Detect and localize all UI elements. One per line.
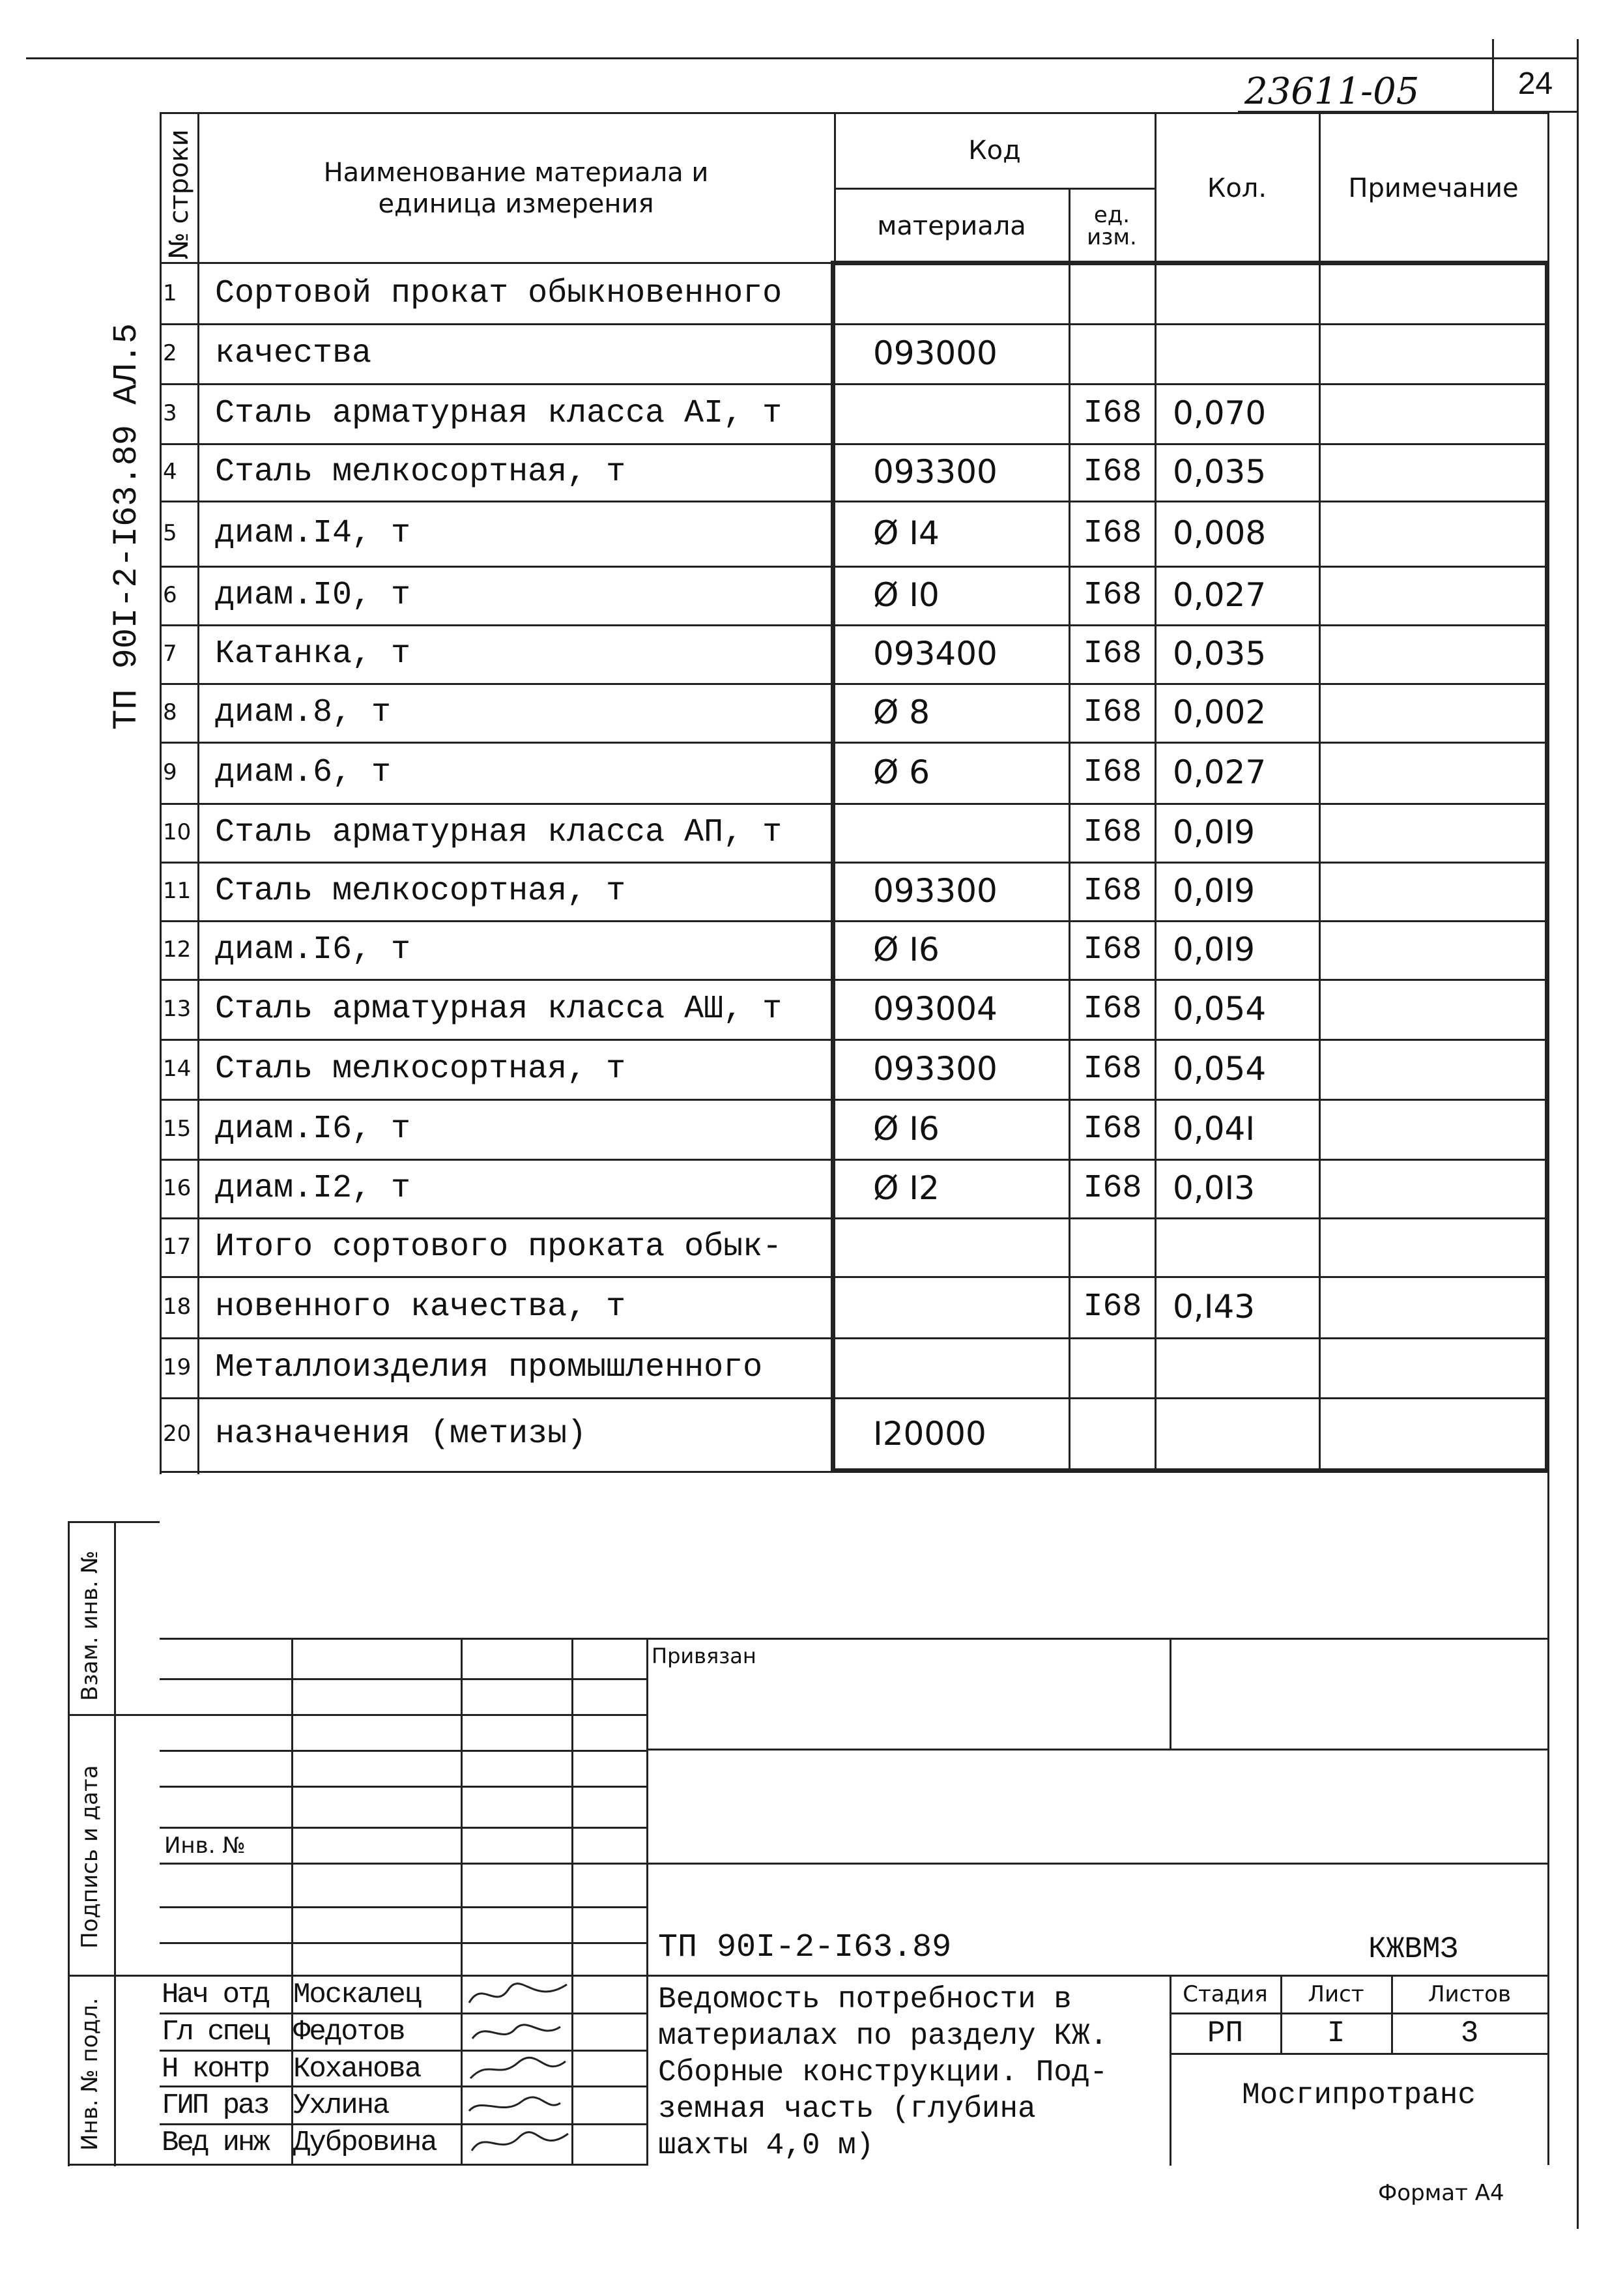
signature-scribble [463, 2051, 573, 2087]
row-material-code [873, 383, 1065, 443]
row-unit-code: I68 [1083, 394, 1142, 432]
stage-value: РП [1207, 2016, 1244, 2050]
signature-scribble [463, 1977, 573, 2013]
header-row-number: № строки [164, 129, 194, 259]
row-material-name: Сталь арматурная класса АШ, т [215, 990, 783, 1028]
row-unit-code [1072, 1397, 1153, 1470]
row-unit-code: I68 [1083, 453, 1142, 491]
header-note: Примечание [1348, 173, 1519, 203]
row-note [1323, 862, 1544, 920]
row-unit-code: I68 [1083, 931, 1142, 968]
row-unit-code: I68 [1083, 1110, 1142, 1148]
section-code: КЖВМЗ [1368, 1932, 1459, 1966]
row-quantity: 0,002 [1173, 693, 1267, 731]
header-code-unit-text: ед. изм. [1087, 202, 1137, 250]
signer-role: Нач отд [162, 1979, 268, 2011]
row-material-code: Ø 8 [873, 693, 930, 731]
row-number: 11 [163, 878, 192, 904]
table-left-border [160, 112, 162, 1474]
row-note [1323, 1099, 1544, 1159]
row-unit-code: I68 [1083, 635, 1142, 673]
row-number: 20 [163, 1421, 192, 1447]
row-note [1323, 683, 1544, 742]
row-material-code: 093300 [873, 1050, 998, 1088]
tb-line-e [160, 1827, 646, 1829]
signer-name: Коханова [293, 2053, 421, 2085]
row-unit-code: I68 [1083, 990, 1142, 1028]
stage-label: Стадия [1183, 1981, 1268, 2007]
row-material-code: 093300 [873, 453, 998, 491]
row-material-name: Катанка, т [215, 635, 411, 673]
row-material-name: Сортовой прокат обыкновенного [215, 274, 783, 312]
row-note [1323, 1276, 1544, 1337]
row-unit-code [1072, 323, 1153, 383]
format-label: Формат А4 [1378, 2180, 1504, 2206]
row-unit-code: I68 [1083, 576, 1142, 614]
row-quantity: 0,035 [1173, 635, 1267, 673]
row-note [1323, 383, 1544, 443]
drawing-title-line-1: Ведомость потребности в [658, 1983, 1072, 2016]
row-unit-code: I68 [1083, 753, 1142, 791]
tb-line-c [160, 1750, 646, 1752]
row-number: 6 [163, 582, 177, 608]
document-number: 23611-05 [1244, 70, 1420, 113]
project-code: ТП 90I-2-I63.89 [658, 1929, 952, 1966]
row-material-name: Металлоизделия промышленного [215, 1348, 763, 1386]
row-number: 18 [163, 1294, 192, 1320]
right-frame-line [1577, 39, 1579, 2229]
row-material-code [873, 1217, 1065, 1276]
row-material-name: диам.I0, т [215, 576, 411, 614]
tb-line-d [160, 1786, 646, 1788]
row-number: 10 [163, 819, 192, 845]
signer-name: Дубровина [293, 2127, 437, 2159]
row-quantity: 0,027 [1173, 753, 1267, 791]
row-quantity: 0,0I9 [1173, 872, 1256, 910]
row-material-code: Ø I6 [873, 1110, 940, 1148]
row-material-name: качества [215, 334, 372, 372]
signature-scribble [463, 2087, 573, 2124]
row-material-code [873, 263, 1065, 323]
row-note [1323, 1217, 1544, 1276]
row-unit-code: I68 [1083, 693, 1142, 731]
tb-line-b [160, 1714, 646, 1716]
signature-scribble [463, 2125, 573, 2161]
margin-bottom-line [68, 2164, 646, 2166]
drawing-title [658, 1981, 1108, 2164]
row-material-name: диам.6, т [215, 753, 392, 791]
tb-stage-bottom [1170, 2053, 1547, 2055]
row-note [1323, 443, 1544, 501]
body-code-thick [831, 261, 835, 1473]
organization-name: Мосгипротранс [1242, 2078, 1476, 2112]
signer-name: Федотов [293, 2016, 405, 2048]
drawing-title-line-2: материалах по разделу КЖ. [658, 2019, 1108, 2053]
signer-name: Москалец [293, 1979, 421, 2011]
drawing-title-line-4: земная часть (глубина [658, 2092, 1036, 2126]
drawing-title-line-3: Сборные конструкции. Под- [658, 2056, 1108, 2089]
row-quantity: 0,027 [1173, 576, 1267, 614]
tb-col4 [646, 1638, 648, 2166]
tb-privyazan-right [1170, 1638, 1171, 1749]
signer-name: Ухлина [293, 2089, 389, 2122]
row-quantity: 0,035 [1173, 453, 1267, 491]
row-quantity: 0,054 [1173, 1050, 1267, 1088]
row-quantity: 0,054 [1173, 990, 1267, 1028]
row-quantity [1173, 1397, 1316, 1470]
header-material-name-text: Наименование материала и единица измерения [323, 158, 709, 219]
row-number: 19 [163, 1354, 192, 1380]
margin-inv-podl: Инв. № подл. [77, 1998, 103, 2151]
row-quantity [1173, 323, 1316, 383]
row-number: 13 [163, 996, 192, 1022]
signer-role: ГИП раз [162, 2089, 268, 2122]
header-code: Код [968, 136, 1021, 166]
row-number: 12 [163, 937, 192, 963]
margin-vzam-inv: Взам. инв. № [77, 1550, 103, 1701]
row-material-name: Сталь арматурная класса АI, т [215, 394, 783, 432]
row-note [1323, 1039, 1544, 1099]
row-material-name: назначения (метизы) [215, 1415, 587, 1453]
tb-line-privyazan-bottom [646, 1749, 1547, 1751]
row-material-code: 093300 [873, 872, 998, 910]
sheet-value: I [1327, 2016, 1345, 2050]
signer-role: Н контр [162, 2053, 268, 2085]
inv-no-label: Инв. № [164, 1833, 246, 1859]
body-right-thick [1545, 261, 1549, 1473]
row-unit-code: I68 [1083, 514, 1142, 552]
header-quantity: Кол. [1207, 173, 1267, 203]
row-material-code [873, 1276, 1065, 1337]
sheets-value: 3 [1460, 2016, 1479, 2050]
margin-left-line [68, 1521, 70, 2166]
row-material-code: Ø I0 [873, 576, 940, 614]
row-number: 8 [163, 699, 177, 725]
row-unit-code: I68 [1083, 1050, 1142, 1088]
row-number: 16 [163, 1175, 192, 1201]
row-note [1323, 979, 1544, 1039]
row-material-name: Сталь мелкосортная, т [215, 872, 626, 910]
tb-line-g [160, 1942, 646, 1944]
row-quantity: 0,008 [1173, 514, 1267, 552]
row-number: 5 [163, 520, 177, 546]
row-unit-code: I68 [1083, 872, 1142, 910]
row-unit-code: I68 [1083, 813, 1142, 851]
row-material-name: диам.I6, т [215, 931, 411, 968]
sheet-label: Лист [1308, 1981, 1364, 2007]
body-bottom-line [160, 1471, 834, 1473]
sheet-number: 24 [1517, 66, 1553, 101]
tb-line-proj [160, 1863, 1547, 1865]
row-material-code [873, 803, 1065, 862]
row-quantity: 0,0I9 [1173, 813, 1256, 851]
row-note [1323, 803, 1544, 862]
row-note [1323, 501, 1544, 566]
row-number: 15 [163, 1116, 192, 1142]
drawing-title-line-5: шахты 4,0 м) [658, 2129, 874, 2162]
row-material-name: Сталь мелкосортная, т [215, 1050, 626, 1088]
privyazan-label: Привязан [652, 1644, 756, 1668]
row-note [1323, 624, 1544, 683]
row-quantity [1173, 1337, 1316, 1397]
row-material-name: диам.I2, т [215, 1169, 411, 1207]
row-material-name: диам.I4, т [215, 514, 411, 552]
row-quantity [1173, 1217, 1316, 1276]
margin-podpis-data: Подпись и дата [77, 1765, 103, 1949]
top-frame-line [26, 57, 1577, 59]
row-note [1323, 263, 1544, 323]
row-note [1323, 323, 1544, 383]
row-quantity [1173, 263, 1316, 323]
tb-line-a [160, 1678, 646, 1680]
row-material-code [873, 1337, 1065, 1397]
row-material-code: Ø I4 [873, 514, 940, 552]
row-material-name: новенного качества, т [215, 1288, 626, 1326]
row-number: 17 [163, 1234, 192, 1260]
row-material-name: Итого сортового проката обык- [215, 1228, 783, 1266]
signature-scribble [463, 2014, 573, 2050]
row-material-code: Ø I2 [873, 1169, 940, 1207]
row-note [1323, 1337, 1544, 1397]
row-number: 3 [163, 400, 177, 426]
row-quantity: 0,070 [1173, 394, 1267, 432]
row-unit-code [1072, 1217, 1153, 1276]
tb-top-line [160, 1638, 1547, 1640]
header-code-material: материала [877, 211, 1026, 241]
signer-role: Вед инж [162, 2127, 268, 2159]
row-note [1323, 566, 1544, 624]
row-material-code: I20000 [873, 1415, 986, 1453]
margin-inner-line [114, 1521, 116, 2166]
row-number: 7 [163, 641, 177, 667]
row-material-code: 093004 [873, 990, 998, 1028]
row-note [1323, 1397, 1544, 1470]
row-number: 14 [163, 1056, 192, 1082]
row-quantity: 0,04I [1173, 1110, 1256, 1148]
row-material-name: Сталь мелкосортная, т [215, 453, 626, 491]
row-quantity: 0,0I3 [1173, 1169, 1256, 1207]
row-unit-code [1072, 263, 1153, 323]
margin-divider-1 [68, 1714, 160, 1716]
row-material-name: Сталь арматурная класса АП, т [215, 813, 783, 851]
side-label: ТП 90I-2-I63.89 АЛ.5 [108, 323, 146, 730]
row-material-code: Ø 6 [873, 753, 930, 791]
row-note [1323, 742, 1544, 803]
tb-line-f [160, 1906, 646, 1908]
row-quantity: 0,I43 [1173, 1288, 1256, 1326]
row-number: 1 [163, 280, 177, 306]
row-unit-code: I68 [1083, 1169, 1142, 1207]
row-material-code: 093400 [873, 635, 998, 673]
header-code-unit [1070, 190, 1153, 263]
row-number: 9 [163, 759, 177, 785]
row-number: 4 [163, 459, 177, 485]
row-material-code: 093000 [873, 334, 998, 372]
row-quantity: 0,0I9 [1173, 931, 1256, 968]
margin-divider-2 [68, 1975, 160, 1977]
col-divider-rowno [197, 112, 199, 1474]
row-unit-code: I68 [1083, 1288, 1142, 1326]
header-material-name [199, 114, 833, 263]
row-note [1323, 920, 1544, 979]
row-material-name: диам.8, т [215, 693, 392, 731]
sheets-label: Листов [1428, 1981, 1511, 2007]
row-note [1323, 1159, 1544, 1217]
row-unit-code [1072, 1337, 1153, 1397]
row-material-code: Ø I6 [873, 931, 940, 968]
row-number: 2 [163, 340, 177, 366]
row-material-name: диам.I6, т [215, 1110, 411, 1148]
signer-role: Гл спец [162, 2016, 268, 2048]
tb-outer-right [1547, 1474, 1549, 2165]
